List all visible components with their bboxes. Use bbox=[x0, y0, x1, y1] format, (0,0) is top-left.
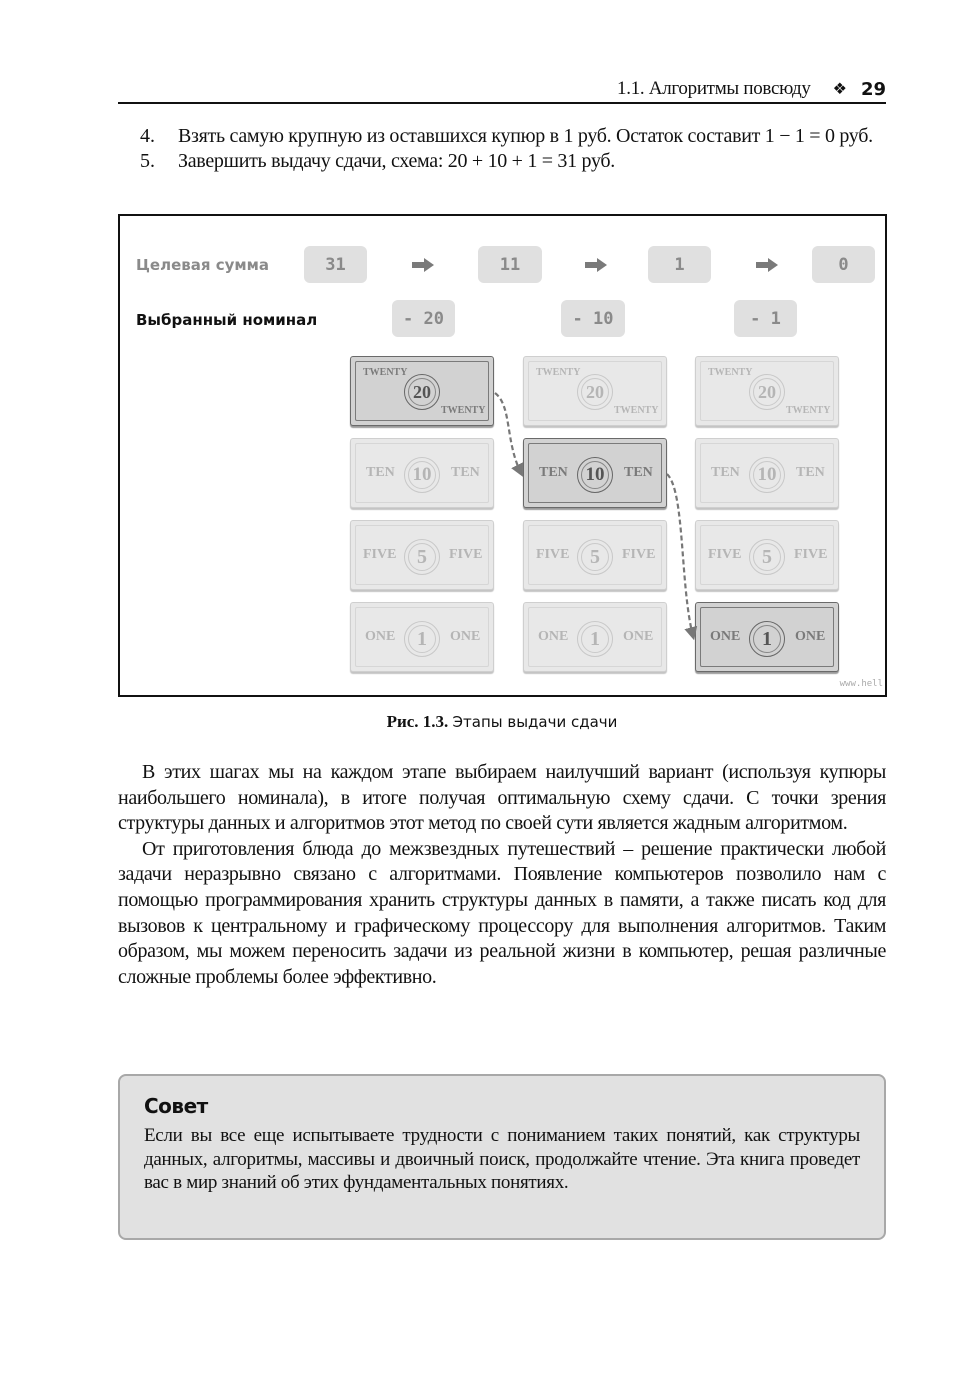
right-arrow-icon bbox=[756, 258, 778, 272]
figure-change-steps bbox=[118, 214, 887, 697]
target-pill: 0 bbox=[812, 246, 875, 283]
target-pill: 1 bbox=[648, 246, 711, 283]
target-pill: 31 bbox=[304, 246, 367, 283]
tip-text: Если вы все еще испытываете трудности с пониманием таких понятий, как структуры данных, алгоритмы, массивы и двоичный поиск, продолжайте чтение. Эта книга проведет вас в мир знаний об этих фундаментальных понятиях. bbox=[144, 1125, 860, 1193]
right-arrow-icon bbox=[412, 258, 434, 272]
coin-1: 1 bbox=[749, 621, 785, 657]
coin-20: 20 bbox=[404, 374, 440, 410]
running-head bbox=[118, 76, 886, 104]
tip-title: Совет bbox=[144, 1094, 208, 1118]
paragraph: От приготовления блюда до межзвездных путешествий – решение практически любой задачи неразрывно связано с алгоритмами. Появление компьютеров позволило нам с помощью программирования хранить структуры данных в памяти, а также писать код для вызовов к центральному и графическому процессору для выполнения алгоритмов. Таким образом, мы можем переносить задачи из реальной жизни в компьютер, решая различные сложные проблемы более эффективно. bbox=[118, 837, 886, 988]
picked-pill: - 20 bbox=[392, 300, 455, 337]
step-list bbox=[118, 124, 886, 174]
picked-denomination-label: Выбранный номинал bbox=[136, 311, 318, 329]
banknote-20: TWENTY 20 TWENTY bbox=[523, 356, 667, 426]
target-pill: 11 bbox=[478, 246, 542, 283]
figure-caption bbox=[118, 712, 886, 732]
banknote-1: ONE 1 ONE bbox=[350, 602, 494, 672]
banknote-5: FIVE 5 FIVE bbox=[350, 520, 494, 590]
step-text: Завершить выдачу сдачи, схема: 20 + 10 + 1 = 31 руб. bbox=[178, 150, 615, 172]
tip-box bbox=[118, 1074, 886, 1240]
target-sum-label: Целевая сумма bbox=[136, 256, 270, 274]
picked-pill: - 10 bbox=[561, 300, 625, 337]
step-number: 5. bbox=[140, 150, 155, 172]
picked-pill: - 1 bbox=[734, 300, 797, 337]
right-arrow-icon bbox=[585, 258, 607, 272]
ornament-icon: ❖ bbox=[832, 81, 847, 98]
banknote-20: TWENTY 20 TWENTY bbox=[695, 356, 839, 426]
caption-label: Рис. 1.3. bbox=[386, 712, 449, 731]
banknote-1-selected: ONE 1 ONE bbox=[695, 602, 839, 672]
banknote-20-selected: TWENTY 20 TWENTY bbox=[350, 356, 494, 426]
step-number: 4. bbox=[140, 125, 155, 147]
watermark: www.hell bbox=[839, 679, 883, 689]
paragraph: В этих шагах мы на каждом этапе выбираем наилучший вариант (используя купюры наибольшего номинала), в итоге получая оптимальную схему сдачи. С точки зрения структуры данных и алгоритмов этот метод по своей сути является жадным алгоритмом. bbox=[118, 761, 886, 835]
list-item bbox=[118, 149, 886, 174]
page-number: 29 bbox=[860, 78, 886, 100]
banknote-10: TEN 10 TEN bbox=[350, 438, 494, 508]
banknote-5: FIVE 5 FIVE bbox=[695, 520, 839, 590]
banknote-1: ONE 1 ONE bbox=[523, 602, 667, 672]
coin-10: 10 bbox=[577, 457, 613, 493]
banknote-10-selected: TEN 10 TEN bbox=[523, 438, 667, 508]
caption-title: Этапы выдачи сдачи bbox=[452, 713, 618, 731]
list-item bbox=[118, 124, 886, 149]
banknote-5: FIVE 5 FIVE bbox=[523, 520, 667, 590]
step-text: Взять самую крупную из оставшихся купюр в 1 руб. Остаток составит 1 − 1 = 0 руб. bbox=[178, 125, 873, 147]
section-title: 1.1. Алгоритмы повсюду bbox=[617, 78, 811, 99]
body-text bbox=[118, 760, 886, 990]
banknote-10: TEN 10 TEN bbox=[695, 438, 839, 508]
